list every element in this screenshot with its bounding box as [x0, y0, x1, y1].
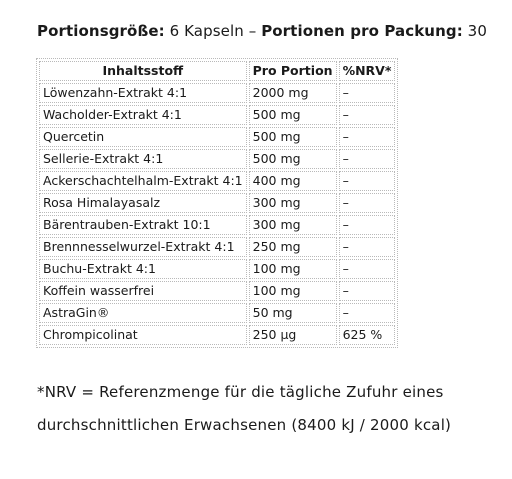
table-row [39, 237, 395, 257]
ingredient-name-cell: Wacholder-Extrakt 4:1 [39, 105, 247, 125]
amount-per-portion-cell: 500 mg [249, 127, 337, 147]
ingredient-name-cell: Bärentrauben-Extrakt 10:1 [39, 215, 247, 235]
nrv-percent-cell: – [339, 105, 396, 125]
table-row [39, 215, 395, 235]
table-header-row [39, 61, 395, 81]
table-row [39, 171, 395, 191]
nrv-percent-cell: – [339, 149, 396, 169]
ingredient-name-cell: Quercetin [39, 127, 247, 147]
amount-per-portion-cell: 500 mg [249, 149, 337, 169]
nrv-percent-cell: – [339, 83, 396, 103]
ingredient-name-cell: Brennnesselwurzel-Extrakt 4:1 [39, 237, 247, 257]
column-header-per-portion: Pro Portion [249, 61, 337, 81]
nrv-percent-cell: – [339, 237, 396, 257]
table-row [39, 325, 395, 345]
ingredient-name-cell: Sellerie-Extrakt 4:1 [39, 149, 247, 169]
nrv-percent-cell: – [339, 215, 396, 235]
table-row [39, 83, 395, 103]
ingredient-name-cell: Chrompicolinat [39, 325, 247, 345]
serving-info [37, 22, 487, 40]
amount-per-portion-cell: 500 mg [249, 105, 337, 125]
table-row [39, 303, 395, 323]
portions-per-pack-label: Portionen pro Packung: [261, 22, 463, 40]
table-row [39, 281, 395, 301]
amount-per-portion-cell: 250 mg [249, 237, 337, 257]
footnote-line-1: *NRV = Referenzmenge für die tägliche Zufuhr eines [37, 383, 444, 401]
amount-per-portion-cell: 2000 mg [249, 83, 337, 103]
portions-per-pack-value: 30 [467, 22, 487, 40]
table-row [39, 105, 395, 125]
nrv-percent-cell: – [339, 303, 396, 323]
table-row [39, 149, 395, 169]
amount-per-portion-cell: 50 mg [249, 303, 337, 323]
amount-per-portion-cell: 300 mg [249, 193, 337, 213]
serving-separator: – [248, 22, 257, 40]
ingredient-name-cell: AstraGin® [39, 303, 247, 323]
ingredient-name-cell: Buchu-Extrakt 4:1 [39, 259, 247, 279]
ingredients-table [36, 58, 398, 348]
nrv-percent-cell: – [339, 127, 396, 147]
serving-size-value: 6 Kapseln [169, 22, 244, 40]
ingredient-name-cell: Löwenzahn-Extrakt 4:1 [39, 83, 247, 103]
table-row [39, 127, 395, 147]
amount-per-portion-cell: 250 µg [249, 325, 337, 345]
nrv-percent-cell: – [339, 171, 396, 191]
column-header-nrv: %NRV* [339, 61, 396, 81]
nrv-percent-cell: – [339, 281, 396, 301]
nrv-percent-cell: – [339, 259, 396, 279]
nrv-percent-cell: 625 % [339, 325, 396, 345]
ingredient-name-cell: Ackerschachtelhalm-Extrakt 4:1 [39, 171, 247, 191]
amount-per-portion-cell: 400 mg [249, 171, 337, 191]
serving-size-label: Portionsgröße: [37, 22, 165, 40]
amount-per-portion-cell: 100 mg [249, 281, 337, 301]
ingredient-name-cell: Rosa Himalayasalz [39, 193, 247, 213]
amount-per-portion-cell: 300 mg [249, 215, 337, 235]
table-row [39, 193, 395, 213]
footnote-line-2: durchschnittlichen Erwachsenen (8400 kJ / 2000 kcal) [37, 416, 452, 434]
column-header-ingredient: Inhaltsstoff [39, 61, 247, 81]
ingredient-name-cell: Koffein wasserfrei [39, 281, 247, 301]
table-row [39, 259, 395, 279]
amount-per-portion-cell: 100 mg [249, 259, 337, 279]
nrv-percent-cell: – [339, 193, 396, 213]
